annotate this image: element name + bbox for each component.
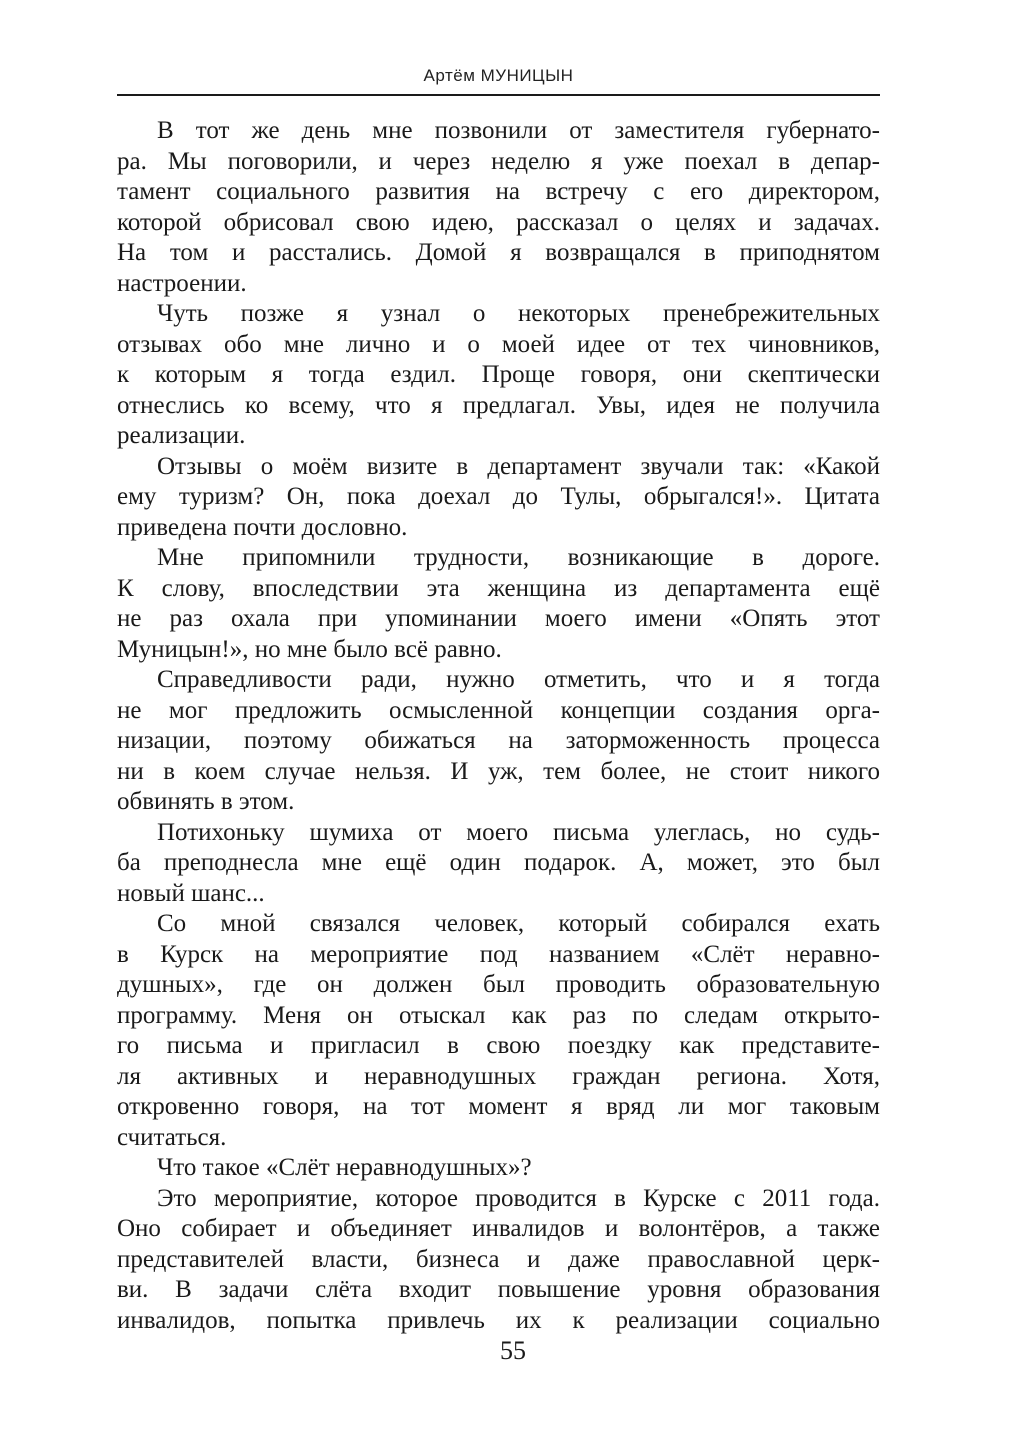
paragraph-line: Это мероприятие, которое проводится в Курске с 2011 года. (157, 1184, 880, 1212)
paragraph-line: инвалидов, попытка привлечь их к реализации социально (117, 1306, 880, 1334)
paragraph-line: Оно собирает и объединяет инвалидов и волонтёров, а также (117, 1215, 880, 1242)
paragraph-line: ему туризм? Он, пока доехал до Тулы, обрыгался!». Цитата (117, 483, 880, 510)
running-head: Артём МУНИЦЫН (423, 66, 574, 85)
paragraph-line: представителей власти, бизнеса и даже православной церк- (117, 1245, 880, 1273)
paragraph-line: го письма и пригласил в свою поездку как представите- (117, 1032, 880, 1059)
paragraph-line: Потихоньку шумиха от моего письма улеглась, но судь- (157, 818, 880, 846)
paragraph-line: низации, поэтому обижаться на заторможенность процесса (117, 727, 880, 754)
paragraph-line: в Курск на мероприятие под названием «Слёт неравно- (117, 940, 880, 968)
paragraph-line: Что такое «Слёт неравнодушных»? (157, 1154, 532, 1181)
paragraph-line: ви. В задачи слёта входит повышение уровня образования (117, 1276, 880, 1303)
paragraph-line: ра. Мы поговорили, и через неделю я уже поехал в депар- (117, 147, 880, 175)
paragraph-line: ни в коем случае нельзя. И уж, тем более, не стоит никого (117, 757, 880, 785)
paragraph-line: отзывах обо мне лично и о моей идее от тех чиновников, (117, 330, 880, 358)
paragraph-line: приведена почти дословно. (117, 513, 408, 541)
header-rule (117, 94, 880, 96)
paragraph-line: не раз охала при упоминании моего имени «Опять этот (117, 605, 880, 632)
paragraph-line: Отзывы о моём визите в департамент звучали так: «Какой (157, 452, 880, 480)
paragraph-line: тамент социального развития на встречу с его директором, (117, 178, 880, 205)
paragraph-line: не мог предложить осмысленной концепции создания орга- (117, 696, 880, 724)
paragraph-line: считаться. (117, 1123, 227, 1151)
paragraph-line: В тот же день мне позвонили от заместителя губернато- (157, 117, 880, 144)
page-body (117, 116, 880, 1336)
paragraph-line: к которым я тогда ездил. Проще говоря, они скептически (117, 361, 880, 388)
paragraph-line: душных», где он должен был проводить образовательную (117, 971, 880, 998)
page-number: 55 (500, 1336, 526, 1365)
paragraph-line: отнеслись ко всему, что я предлагал. Увы, идея не получила (117, 391, 880, 419)
paragraph-line: Муницын!», но мне было всё равно. (117, 635, 502, 663)
paragraph-line: программу. Меня он отыскал как раз по следам открыто- (117, 1001, 880, 1029)
paragraph-line: которой обрисовал свою идею, рассказал о целях и задачах. (117, 208, 880, 236)
paragraph-line: Чуть позже я узнал о некоторых пренебрежительных (157, 300, 880, 327)
paragraph-line: Справедливости ради, нужно отметить, что и я тогда (157, 666, 880, 693)
paragraph-line: Со мной связался человек, который собирался ехать (157, 910, 880, 937)
paragraph-line: новый шанс... (117, 879, 265, 907)
paragraph-line: реализации. (117, 422, 246, 449)
paragraph-line: ба преподнесла мне ещё один подарок. А, может, это был (117, 849, 880, 876)
paragraph-line: На том и расстались. Домой я возвращался в приподнятом (117, 239, 880, 266)
paragraph-line: ля активных и неравнодушных граждан региона. Хотя, (117, 1062, 880, 1090)
paragraph-line: К слову, впоследствии эта женщина из департамента ещё (117, 574, 880, 602)
paragraph-line: откровенно говоря, на тот момент я вряд ли мог таковым (117, 1093, 880, 1120)
paragraph-line: настроении. (117, 269, 247, 297)
paragraph-line: обвинять в этом. (117, 788, 295, 815)
paragraph-line: Мне припомнили трудности, возникающие в дороге. (157, 544, 880, 571)
